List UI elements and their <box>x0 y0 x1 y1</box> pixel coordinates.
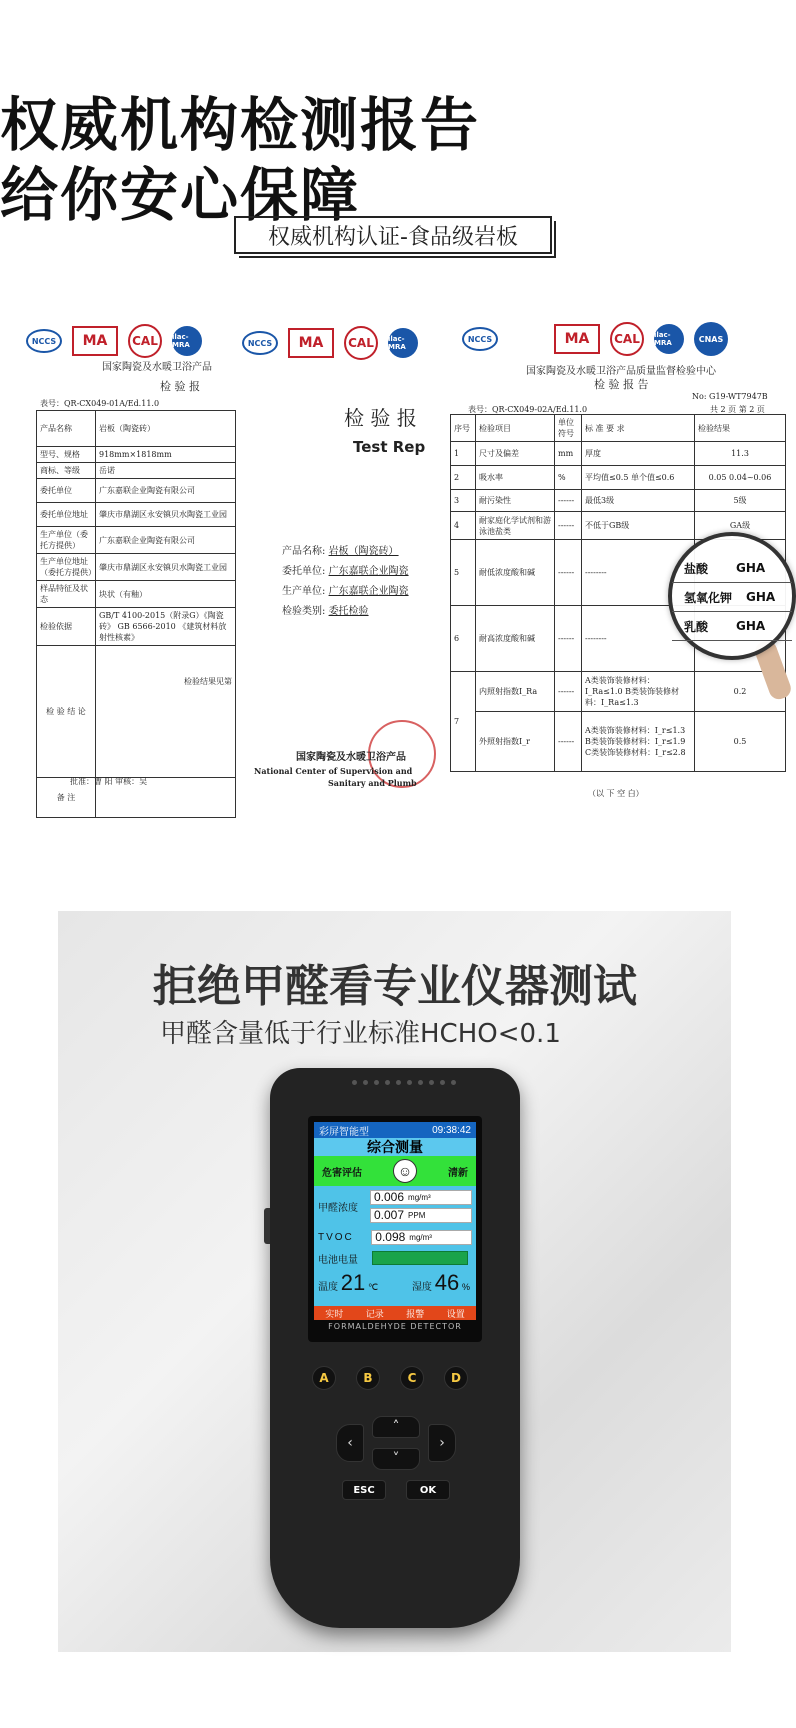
table-cell: 岳诺 <box>96 463 236 479</box>
table-cell: 6 <box>451 606 476 672</box>
table-cell: 厚度 <box>582 442 695 466</box>
cal-logo: CAL <box>128 324 162 358</box>
table-cell: ------ <box>555 512 582 540</box>
doc2-org-en2: Sanitary and Plumb <box>328 778 417 788</box>
table-cell: 广东嘉联企业陶瓷有限公司 <box>96 479 236 503</box>
doc2-field: 委托单位: 广东嘉联企业陶瓷 <box>282 566 409 577</box>
doc3-page: 共 2 页 第 2 页 <box>710 405 765 414</box>
device-section-subtitle: 甲醛含量低于行业标准HCHO<0.1 <box>160 1019 561 1049</box>
nccs-logo: NCCS <box>462 327 498 351</box>
table-cell: ------ <box>555 540 582 606</box>
screen-status-bar <box>314 1122 476 1138</box>
down-arrow-button[interactable]: ˅ <box>372 1448 420 1470</box>
table-header: 检验项目 <box>476 415 555 442</box>
table-cell: 检 验 结 论 <box>37 646 96 778</box>
doc2-org-en1: National Center of Supervision and <box>254 766 413 776</box>
doc2-org: 国家陶瓷及水暖卫浴产品 <box>296 752 406 763</box>
screen-menu-bar <box>314 1306 476 1320</box>
risk-row <box>314 1156 476 1186</box>
speaker-grille-icon <box>352 1080 456 1085</box>
magnifier-row: 乳酸 GHA <box>672 612 792 641</box>
temp-hum-row <box>314 1268 476 1298</box>
tvoc-value: 0.098 mg/m³ <box>371 1230 472 1245</box>
tvoc-label: TVOC <box>318 1231 354 1243</box>
doc3-title: 检 验 报 告 <box>594 378 649 391</box>
doc3-no: No: G19-WT7947B <box>692 392 768 401</box>
table-cell: 生产单位地址（委托方提供） <box>37 554 96 581</box>
table-header: 单位符号 <box>555 415 582 442</box>
nccs-logo: NCCS <box>242 331 278 355</box>
table-cell: 0.05 0.04~0.06 <box>695 466 786 490</box>
table-cell: 5 <box>451 540 476 606</box>
formaldehyde-detector <box>270 1068 520 1628</box>
table-cell: 尺寸及偏差 <box>476 442 555 466</box>
table-cell: 检验依据 <box>37 608 96 646</box>
nccs-logo: NCCS <box>26 329 62 353</box>
report-document-1 <box>10 318 232 802</box>
key-c-button[interactable]: C <box>400 1366 424 1390</box>
table-cell: 5级 <box>695 490 786 512</box>
table-cell: ------ <box>555 712 582 772</box>
table-cell: 内照射指数I_Ra <box>476 672 555 712</box>
table-cell: 最低3级 <box>582 490 695 512</box>
table-cell: 1 <box>451 442 476 466</box>
temp-block: 温度 21 ℃ <box>318 1270 379 1295</box>
cal-logo: CAL <box>344 326 378 360</box>
table-cell: -------- <box>582 606 695 672</box>
table-cell: 耐高浓度酸和碱 <box>476 606 555 672</box>
table-cell: 7 <box>451 672 476 772</box>
magnifier-row: 氢氧化钾 GHA <box>672 583 792 612</box>
table-cell: 2 <box>451 466 476 490</box>
ilac-logo: ilac-MRA <box>172 326 202 356</box>
cal-logo: CAL <box>610 322 644 356</box>
table-cell: ------ <box>555 606 582 672</box>
key-a-button[interactable]: A <box>312 1366 336 1390</box>
menu-settings: 设置 <box>446 1308 465 1319</box>
clock-label: 09:38:42 <box>432 1124 471 1136</box>
hcho-mg-value: 0.006 mg/m³ <box>370 1190 472 1205</box>
ma-logo: MA <box>554 324 600 354</box>
table-cell: A类装饰装修材料：I_r≤1.3 B类装饰装修材料：I_r≤1.9 C类装饰装修材料：I_r≤2.8 <box>582 712 695 772</box>
table-cell: 型号、规格 <box>37 447 96 463</box>
table-cell: GA级 <box>695 512 786 540</box>
hero-title-2: 给你安心保障 <box>0 161 361 229</box>
table-cell: 外照射指数I_r <box>476 712 555 772</box>
table-cell: 块状（有釉） <box>96 581 236 608</box>
table-cell: 委托单位地址 <box>37 503 96 527</box>
table-cell: A类装饰装修材料：I_Ra≤1.0 B类装饰装修材料：I_Ra≤1.3 <box>582 672 695 712</box>
screen-heading: 综合测量 <box>314 1138 476 1156</box>
table-cell: 吸水率 <box>476 466 555 490</box>
table-cell: 0.5 <box>695 712 786 772</box>
hcho-row <box>314 1186 476 1226</box>
table-cell: ------ <box>555 490 582 512</box>
menu-realtime: 实时 <box>325 1308 344 1319</box>
doc2-field: 生产单位: 广东嘉联企业陶瓷 <box>282 586 409 597</box>
table-cell: 4 <box>451 512 476 540</box>
ma-logo: MA <box>288 328 334 358</box>
doc3-footer: （以 下 空 白） <box>588 789 644 798</box>
ilac-logo: ilac-MRA <box>388 328 418 358</box>
table-header: 序号 <box>451 415 476 442</box>
ilac-logo: ilac-MRA <box>654 324 684 354</box>
table-cell: 耐污染性 <box>476 490 555 512</box>
doc2-field: 检验类别: 委托检验 <box>282 606 369 617</box>
hero-title-1: 权威机构检测报告 <box>0 91 481 159</box>
humidity-block: 湿度 46 % <box>411 1270 470 1295</box>
table-cell: 耐低浓度酸和碱 <box>476 540 555 606</box>
table-header: 标 准 要 求 <box>582 415 695 442</box>
hero-tag: 权威机构认证-食品级岩板 <box>234 216 552 254</box>
table-cell: GB/T 4100-2015（附录G）《陶瓷砖》 GB 6566-2010 《建筑材料放射性核素》 <box>96 608 236 646</box>
hcho-ppm-value: 0.007 PPM <box>370 1208 472 1223</box>
tvoc-row <box>314 1226 476 1248</box>
right-arrow-button[interactable]: › <box>428 1424 456 1462</box>
esc-button[interactable]: ESC <box>342 1480 386 1500</box>
device-screen <box>308 1116 482 1342</box>
up-arrow-button[interactable]: ˄ <box>372 1416 420 1438</box>
battery-label: 电池电量 <box>318 1254 358 1266</box>
table-cell: 肇庆市鼎湖区永安镇贝水陶瓷工业园 <box>96 554 236 581</box>
device-section-title: 拒绝甲醛看专业仪器测试 <box>153 961 637 1012</box>
table-header: 检验结果 <box>695 415 786 442</box>
table-cell: 检验结果见第 <box>96 646 236 778</box>
side-button[interactable] <box>264 1208 270 1244</box>
menu-records: 记录 <box>365 1308 384 1319</box>
battery-bar <box>372 1251 468 1265</box>
doc1-title: 检 验 报 <box>160 380 200 393</box>
magnifier-row: 盐酸 GHA <box>672 554 792 583</box>
magnifier-icon <box>668 532 796 660</box>
smiley-icon: ☺ <box>393 1159 417 1183</box>
table-cell: 平均值≤0.5 单个值≤0.6 <box>582 466 695 490</box>
function-keys <box>312 1366 468 1390</box>
doc2-title-en: Test Rep <box>353 438 426 456</box>
doc1-table <box>36 410 236 818</box>
table-cell: 生产单位（委托方提供） <box>37 527 96 554</box>
table-cell: 岩板（陶瓷砖） <box>96 411 236 447</box>
table-cell: 11.3 <box>695 442 786 466</box>
table-cell: 不低于GB级 <box>582 512 695 540</box>
table-cell: -------- <box>582 540 695 606</box>
ma-logo: MA <box>72 326 118 356</box>
table-cell: 肇庆市鼎湖区永安镇贝水陶瓷工业园 <box>96 503 236 527</box>
table-cell: 委托单位 <box>37 479 96 503</box>
doc3-form: 表号：QR-CX049-02A/Ed.11.0 <box>468 405 588 414</box>
brand-label: 彩屏智能型 <box>319 1126 369 1138</box>
table-cell: 3 <box>451 490 476 512</box>
doc3-org: 国家陶瓷及水暖卫浴产品质量监督检验中心 <box>526 366 716 377</box>
left-arrow-button[interactable]: ‹ <box>336 1424 364 1462</box>
ok-button[interactable]: OK <box>406 1480 450 1500</box>
menu-alarm: 报警 <box>406 1308 425 1319</box>
doc2-title: 检 验 报 <box>344 406 417 430</box>
doc2-fields <box>282 542 409 622</box>
doc1-form: 表号：QR-CX049-01A/Ed.11.0 <box>40 399 160 408</box>
doc2-field: 产品名称: 岩板（陶瓷砖） <box>282 546 399 557</box>
table-cell: 样品特征及状态 <box>37 581 96 608</box>
table-cell: 产品名称 <box>37 411 96 447</box>
cnas-logo: CNAS <box>694 322 728 356</box>
hcho-label: 甲醛浓度 <box>318 1202 358 1214</box>
doc1-footer: 批准：曹 阳 审核：吴 <box>70 777 148 786</box>
table-cell: 0.2 <box>695 672 786 712</box>
model-label: FORMALDEHYDE DETECTOR <box>328 1322 462 1331</box>
table-cell: 广东嘉联企业陶瓷有限公司 <box>96 527 236 554</box>
risk-label: 危害评估 <box>322 1167 362 1179</box>
table-cell: 耐家庭化学试剂和游泳池盐类 <box>476 512 555 540</box>
table-cell: 商标、等级 <box>37 463 96 479</box>
table-cell: mm <box>555 442 582 466</box>
table-cell: ------ <box>555 672 582 712</box>
battery-row <box>314 1248 476 1268</box>
key-d-button[interactable]: D <box>444 1366 468 1390</box>
table-cell: 918mm×1818mm <box>96 447 236 463</box>
key-b-button[interactable]: B <box>356 1366 380 1390</box>
table-cell: 备 注 <box>37 778 96 818</box>
report-document-2 <box>238 320 428 790</box>
screen-content <box>314 1122 476 1320</box>
table-cell: % <box>555 466 582 490</box>
doc1-org: 国家陶瓷及水暖卫浴产品 <box>102 362 212 373</box>
risk-value: 清新 <box>448 1167 468 1179</box>
